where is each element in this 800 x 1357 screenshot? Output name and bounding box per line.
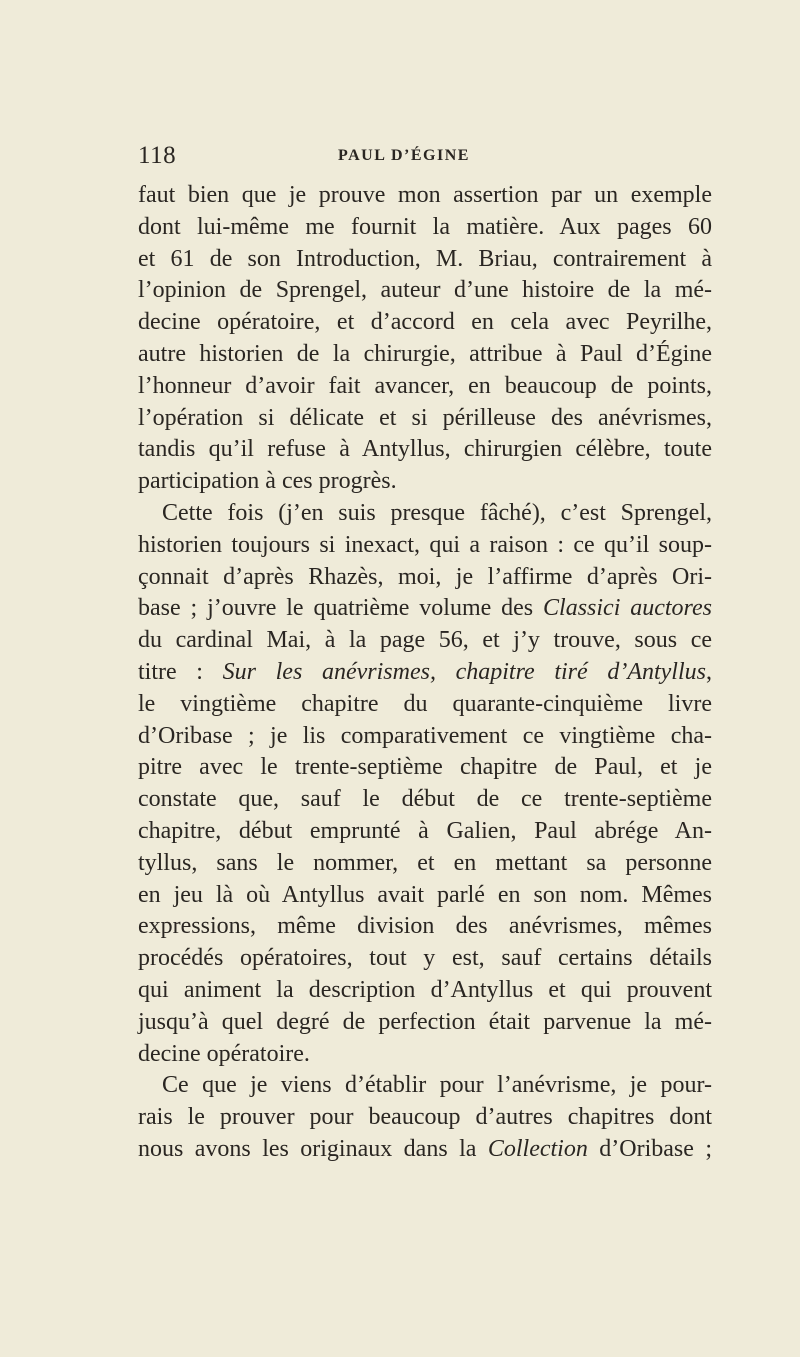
body-text	[138, 180, 712, 1166]
page-number: 118	[138, 142, 177, 169]
text-line: Ce que je viens d’établir pour l’anévrisme, je pour-	[162, 1072, 712, 1099]
text-line: Cette fois (j’en suis presque fâché), c’est Sprengel,	[162, 499, 712, 526]
text-segment: d’Oribase ;	[587, 1135, 712, 1162]
text-line: decine opératoire.	[138, 1040, 310, 1067]
text-line: chapitre, début emprunté à Galien, Paul abrége An-	[138, 817, 712, 844]
text-line: l’opinion de Sprengel, auteur d’une histoire de la mé-	[138, 277, 712, 304]
text-line: pitre avec le trente-septième chapitre de Paul, et je	[138, 754, 712, 781]
text-segment: nous avons les originaux dans la	[138, 1135, 488, 1162]
text-line: dont lui-même me fournit la matière. Aux pages 60	[138, 213, 712, 240]
text-line	[138, 1134, 712, 1166]
text-line	[138, 657, 712, 689]
text-line: expressions, même division des anévrismes, mêmes	[138, 913, 712, 940]
text-line: du cardinal Mai, à la page 56, et j’y trouve, sous ce	[138, 627, 712, 654]
text-line: decine opératoire, et d’accord en cela avec Peyrilhe,	[138, 309, 712, 336]
text-line: d’Oribase ; je lis comparativement ce vingtième cha-	[138, 722, 712, 749]
running-title: PAUL D’ÉGINE	[338, 147, 470, 164]
text-line: en jeu là où Antyllus avait parlé en son nom. Mêmes	[138, 881, 712, 908]
text-line	[138, 593, 712, 625]
text-line: le vingtième chapitre du quarante-cinquième livre	[138, 690, 712, 717]
text-line: çonnait d’après Rhazès, moi, je l’affirme d’après Ori-	[138, 563, 712, 590]
text-line: et 61 de son Introduction, M. Briau, contrairement à	[138, 245, 712, 272]
text-line: tyllus, sans le nommer, et en mettant sa personne	[138, 849, 712, 876]
text-line: historien toujours si inexact, qui a raison : ce qu’il soup-	[138, 531, 712, 558]
text-segment: base ; j’ouvre le quatrième volume des	[138, 595, 544, 622]
italic-title: Classici auctores	[543, 595, 712, 622]
text-line: jusqu’à quel degré de perfection était parvenue la mé-	[138, 1008, 712, 1035]
text-line: participation à ces progrès.	[138, 468, 397, 495]
italic-title: Sur les anévrismes, chapitre tiré d’Antyllus	[222, 658, 706, 685]
text-segment: titre :	[138, 658, 223, 685]
text-line: qui animent la description d’Antyllus et qui prouvent	[138, 976, 712, 1003]
text-line: procédés opératoires, tout y est, sauf certains détails	[138, 945, 712, 972]
text-line: tandis qu’il refuse à Antyllus, chirurgien célèbre, toute	[138, 436, 712, 463]
text-line: rais le prouver pour beaucoup d’autres chapitres dont	[138, 1104, 712, 1131]
text-segment: ,	[706, 658, 712, 685]
text-line: l’opération si délicate et si périlleuse des anévrismes,	[138, 404, 712, 431]
text-line: constate que, sauf le début de ce trente-septième	[138, 786, 712, 813]
italic-title: Collection	[487, 1135, 588, 1162]
text-line: autre historien de la chirurgie, attribue à Paul d’Égine	[138, 340, 712, 367]
text-line: l’honneur d’avoir fait avancer, en beaucoup de points,	[138, 372, 712, 399]
text-line: faut bien que je prouve mon assertion par un exemple	[138, 182, 712, 208]
running-head	[138, 142, 712, 172]
